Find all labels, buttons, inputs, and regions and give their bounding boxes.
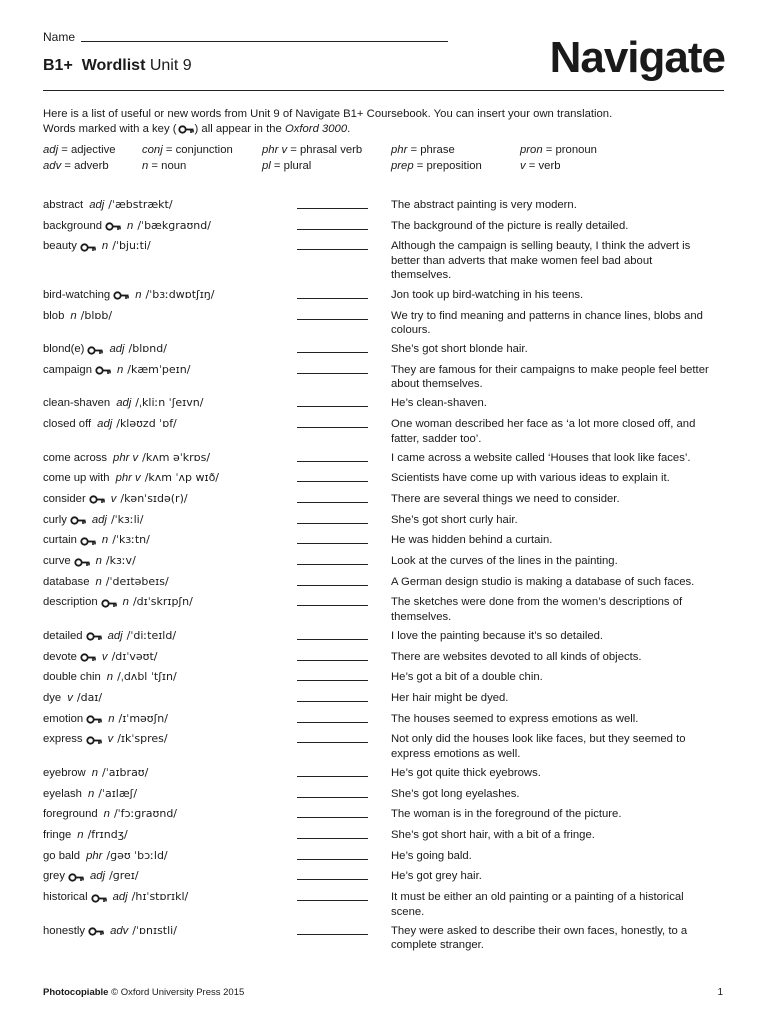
intro-line-2a: Words marked with a key ( [43, 123, 177, 135]
headword: bird-watching [43, 288, 111, 301]
headword: campaign [43, 363, 92, 376]
key-icon [86, 631, 102, 640]
word-cell [43, 342, 298, 357]
translation-blank[interactable] [297, 502, 368, 503]
level-label: B1+ [43, 57, 73, 74]
part-of-speech: adj [89, 199, 105, 211]
pronunciation: /ˈbjuːti/ [112, 239, 151, 253]
headword: closed off [43, 418, 92, 430]
word-cell [43, 828, 298, 843]
translation-blank[interactable] [297, 319, 368, 320]
translation-blank[interactable] [297, 461, 368, 462]
abbreviation: conj [142, 144, 163, 156]
translation-blank[interactable] [297, 797, 368, 798]
part-of-speech: n [103, 808, 110, 821]
word-cell [43, 766, 298, 781]
translation-blank[interactable] [297, 838, 368, 839]
translation-blank[interactable] [297, 680, 368, 681]
abbreviation-meaning: = preposition [413, 159, 482, 172]
abbreviation-meaning: = adverb [61, 159, 109, 172]
footer [43, 987, 244, 998]
abbreviation-meaning: = phrase [407, 144, 455, 156]
key-icon [80, 536, 96, 545]
translation-blank[interactable] [297, 249, 368, 250]
key-icon [88, 926, 104, 935]
translation-blank[interactable] [297, 585, 368, 586]
headword: come up with [43, 472, 110, 485]
headword: come across [43, 451, 108, 464]
pronunciation: /kləʊzd ˈɒf/ [116, 417, 177, 430]
word-cell [43, 890, 298, 905]
part-of-speech: adj [112, 891, 128, 904]
pronunciation: /ˌdʌbl ˈtʃɪn/ [117, 670, 177, 684]
translation-blank[interactable] [297, 543, 368, 544]
pronunciation: /ˈfɔːɡraʊnd/ [113, 807, 178, 821]
abbreviation: pl [262, 159, 271, 172]
example-sentence: Not only did the houses look like faces, but they seemed to express emotions as well. [391, 733, 686, 760]
headword: abstract [43, 199, 84, 211]
headword: fringe [43, 829, 72, 841]
example-sentence: She’s got long eyelashes. [391, 787, 520, 800]
word-cell [43, 198, 298, 213]
word-cell [43, 513, 298, 528]
translation-blank[interactable] [297, 879, 368, 880]
word-cell [43, 595, 298, 610]
word-cell [43, 363, 298, 378]
example-sentence: The background of the picture is really detailed. [391, 219, 629, 232]
pronunciation: /ˈkɜːli/ [110, 512, 144, 526]
abbreviation-item [262, 159, 311, 175]
translation-blank[interactable] [297, 564, 368, 565]
pronunciation: /ˈdiːteɪld/ [126, 628, 177, 642]
part-of-speech: n [95, 555, 102, 567]
part-of-speech: n [70, 309, 77, 322]
pronunciation: /blɒnd/ [128, 342, 167, 356]
abbreviation: adj [43, 144, 59, 156]
headword: honestly [43, 924, 86, 937]
example-sentence: Scientists have come up with various ideas to explain it. [391, 472, 670, 485]
example-sentence: We try to find meaning and patterns in chance lines, blobs and colours. [391, 309, 703, 337]
translation-blank[interactable] [297, 427, 368, 428]
word-cell [43, 239, 298, 254]
pronunciation: /kæmˈpeɪn/ [127, 362, 191, 376]
headword: devote [43, 650, 77, 663]
part-of-speech: n [122, 596, 129, 609]
pronunciation: /dɪˈvəʊt/ [111, 649, 158, 663]
word-cell [43, 650, 298, 665]
word-cell [43, 554, 298, 569]
headword: curly [43, 513, 67, 526]
page-number: 1 [717, 987, 723, 998]
key-icon [80, 242, 96, 251]
part-of-speech: adj [116, 397, 132, 410]
part-of-speech: n [135, 288, 142, 301]
key-icon [87, 345, 103, 354]
part-of-speech: n [106, 671, 114, 684]
part-of-speech: adj [107, 629, 123, 642]
intro-line-2b: ) all appear in the [194, 123, 285, 135]
brand-logo: Navigate [549, 33, 725, 82]
headword: double chin [43, 671, 101, 684]
translation-blank[interactable] [297, 523, 368, 524]
part-of-speech: n [101, 240, 109, 253]
key-icon [101, 598, 117, 607]
example-sentence: The abstract painting is very modern. [391, 199, 577, 211]
part-of-speech: adj [109, 343, 125, 356]
abbreviation-item [43, 143, 116, 159]
part-of-speech: v [67, 692, 73, 704]
example-sentence: The sketches were done from the women’s descriptions of themselves. [391, 596, 683, 623]
key-icon [70, 515, 86, 524]
pronunciation: /ɪkˈspres/ [117, 732, 168, 746]
example-sentence: It must be either an old painting or a painting of a historical scene. [391, 891, 684, 918]
word-cell [43, 575, 298, 590]
example-sentence: She’s got short hair, with a bit of a fringe. [391, 829, 595, 841]
example-sentence: He’s got quite thick eyebrows. [391, 766, 541, 779]
word-cell [43, 924, 298, 939]
header-rule [43, 90, 724, 91]
part-of-speech: adj [97, 418, 113, 430]
part-of-speech: adj [91, 513, 107, 526]
key-icon [91, 893, 107, 902]
pronunciation: /dɪˈskrɪpʃn/ [132, 595, 193, 609]
abbreviation-meaning: = plural [270, 159, 312, 172]
headword: beauty [43, 240, 77, 253]
abbreviation: prep [391, 159, 414, 172]
headword: emotion [43, 712, 84, 725]
abbreviation-item [391, 143, 455, 159]
part-of-speech: phr [86, 849, 103, 862]
abbreviation-meaning: = noun [148, 159, 187, 172]
key-icon [89, 494, 105, 503]
example-sentence: She’s got short curly hair. [391, 513, 518, 526]
headword: blob [43, 309, 65, 322]
pronunciation: /ˈaɪbraʊ/ [102, 765, 149, 779]
example-sentence: The woman is in the foreground of the picture. [391, 808, 622, 821]
abbreviation-meaning: = adjective [58, 144, 116, 156]
key-icon [86, 714, 102, 723]
abbreviation: phr v [262, 144, 288, 156]
example-sentence: He’s got grey hair. [391, 870, 482, 883]
headword: clean-shaven [43, 397, 111, 410]
key-icon [74, 557, 90, 566]
word-cell [43, 533, 298, 548]
translation-blank[interactable] [297, 660, 368, 661]
key-icon [68, 872, 84, 881]
word-cell [43, 417, 298, 432]
example-sentence: She’s got short blonde hair. [391, 343, 528, 356]
translation-blank[interactable] [297, 701, 368, 702]
translation-blank[interactable] [297, 639, 368, 640]
abbreviation-item [43, 159, 109, 175]
word-cell [43, 492, 298, 507]
part-of-speech: n [91, 766, 98, 779]
example-sentence: He’s clean-shaven. [391, 397, 487, 410]
example-sentence: He’s going bald. [391, 849, 472, 862]
example-sentence: I came across a website called ‘Houses that look like faces’. [391, 451, 691, 464]
translation-blank[interactable] [297, 605, 368, 606]
example-sentence: The houses seemed to express emotions as well. [391, 712, 639, 725]
page-title [43, 57, 192, 75]
headword: grey [43, 870, 65, 883]
example-sentence: He was hidden behind a curtain. [391, 534, 553, 547]
example-sentence: Her hair might be dyed. [391, 692, 509, 704]
key-icon [178, 125, 194, 134]
headword: curve [43, 555, 71, 567]
translation-blank[interactable] [297, 298, 368, 299]
word-cell [43, 629, 298, 644]
word-cell [43, 309, 298, 324]
pronunciation: /ˌkliːn ˈʃeɪvn/ [135, 396, 204, 410]
pronunciation: /ˈaɪlæʃ/ [98, 786, 138, 800]
translation-blank[interactable] [297, 406, 368, 407]
translation-blank[interactable] [297, 817, 368, 818]
example-sentence: He’s got a bit of a double chin. [391, 671, 543, 684]
translation-blank[interactable] [297, 859, 368, 860]
word-cell [43, 670, 298, 685]
abbreviation-item [142, 159, 186, 175]
pronunciation: /ɪˈməʊʃn/ [118, 711, 168, 725]
photocopiable-label: Photocopiable [43, 987, 109, 998]
pronunciation: /ˈdeɪtəbeɪs/ [105, 574, 169, 588]
part-of-speech: adj [89, 870, 106, 883]
headword: curtain [43, 534, 77, 547]
abbreviation: phr [391, 144, 408, 156]
abbreviation: pron [520, 144, 543, 156]
intro-line-1: Here is a list of useful or new words from Unit 9 of Navigate B1+ Coursebook. You can insert your own translation. [43, 108, 613, 120]
translation-blank[interactable] [297, 373, 368, 374]
translation-blank[interactable] [297, 722, 368, 723]
abbreviation-item [520, 159, 561, 175]
pronunciation: /ˈkɜːtn/ [112, 533, 150, 547]
pronunciation: /ˈæbstrækt/ [108, 198, 173, 211]
pronunciation: /ˈbɜːdwɒtʃɪŋ/ [145, 287, 215, 301]
abbreviation-meaning: = conjunction [162, 144, 233, 156]
part-of-speech: v [107, 733, 114, 746]
unit-label: Unit 9 [149, 57, 192, 74]
part-of-speech: v [101, 650, 108, 663]
abbreviation: n [142, 159, 149, 172]
abbreviation: adv [43, 159, 62, 172]
headword: consider [43, 492, 86, 505]
word-cell [43, 712, 298, 727]
abbreviation-meaning: = phrasal verb [287, 144, 363, 156]
headword: eyelash [43, 787, 82, 800]
translation-blank[interactable] [297, 776, 368, 777]
example-sentence: There are websites devoted to all kinds of objects. [391, 650, 642, 663]
headword: database [43, 575, 90, 588]
word-cell [43, 219, 298, 234]
word-cell [43, 288, 298, 303]
abbreviation-item [391, 159, 482, 175]
intro-line-2c: Oxford 3000 [284, 123, 348, 135]
word-cell [43, 471, 298, 486]
key-icon [86, 735, 102, 744]
abbreviation-item [520, 143, 597, 159]
headword: blond(e) [43, 343, 85, 356]
word-cell [43, 807, 298, 822]
pronunciation: /kɜːv/ [105, 554, 136, 567]
part-of-speech: n [77, 829, 84, 841]
example-sentence: They are famous for their campaigns to make people feel better about themselves. [391, 363, 709, 391]
wordlist-label: Wordlist [81, 57, 146, 74]
headword: go bald [43, 849, 81, 862]
abbreviation-meaning: = pronoun [542, 144, 597, 156]
word-cell [43, 869, 298, 884]
translation-blank[interactable] [297, 934, 368, 935]
example-sentence: Jon took up bird-watching in his teens. [391, 288, 584, 301]
name-label: Name [43, 30, 76, 44]
example-sentence: Although the campaign is selling beauty, I think the advert is better than adverts that make women feel bad about themselves. [391, 240, 691, 282]
example-sentence: One woman described her face as ‘a lot more closed off, and fatter, sadder too’. [391, 418, 696, 445]
name-line [81, 41, 448, 42]
abbreviation-item [142, 143, 233, 159]
key-icon [95, 365, 111, 374]
part-of-speech: n [127, 219, 134, 232]
translation-blank[interactable] [297, 900, 368, 901]
part-of-speech: n [87, 787, 95, 800]
part-of-speech: n [95, 575, 102, 588]
pronunciation: /daɪ/ [76, 691, 103, 704]
key-icon [105, 221, 121, 230]
headword: eyebrow [43, 766, 86, 779]
key-icon [80, 652, 96, 661]
example-sentence: A German design studio is making a database of such faces. [391, 575, 695, 588]
part-of-speech: n [101, 534, 109, 547]
pronunciation: /kənˈsɪdə(r)/ [120, 491, 188, 505]
translation-blank[interactable] [297, 208, 368, 209]
word-cell [43, 787, 298, 802]
key-icon [113, 290, 129, 299]
word-cell [43, 396, 298, 411]
headword: description [43, 596, 98, 609]
headword: foreground [43, 808, 98, 821]
pronunciation: /ˈbækɡraʊnd/ [137, 218, 211, 232]
translation-blank[interactable] [297, 481, 368, 482]
part-of-speech: n [108, 712, 115, 725]
part-of-speech: n [116, 363, 124, 376]
headword: detailed [43, 629, 83, 642]
part-of-speech: phr v [115, 472, 141, 485]
part-of-speech: v [110, 492, 117, 505]
translation-blank[interactable] [297, 352, 368, 353]
intro-line-2 [43, 122, 724, 137]
abbreviation: v [520, 159, 526, 172]
headword: dye [43, 692, 62, 704]
pronunciation: /kʌm ˈʌp wɪð/ [144, 471, 220, 485]
translation-blank[interactable] [297, 742, 368, 743]
word-cell [43, 451, 298, 466]
intro-line-2d: . [347, 123, 351, 135]
abbreviation-item [262, 143, 362, 159]
headword: historical [43, 891, 88, 904]
pronunciation: /frɪndʒ/ [87, 828, 128, 841]
pronunciation: /ˈɒnɪstli/ [132, 923, 177, 937]
example-sentence: I love the painting because it’s so detailed. [391, 629, 604, 642]
headword: background [43, 219, 103, 232]
pronunciation: /blɒb/ [80, 308, 113, 322]
pronunciation: /ɡəʊ ˈbɔːld/ [106, 848, 168, 862]
example-sentence: There are several things we need to consider. [391, 492, 620, 505]
word-cell [43, 691, 298, 706]
copyright-label: © Oxford University Press 2015 [111, 987, 245, 998]
example-sentence: They were asked to describe their own faces, honestly, to a complete stranger. [391, 924, 688, 952]
part-of-speech: phr v [113, 451, 139, 464]
word-cell [43, 849, 298, 864]
pronunciation: /ɡreɪ/ [109, 869, 139, 883]
example-sentence: Look at the curves of the lines in the painting. [391, 555, 618, 567]
word-cell [43, 732, 298, 747]
headword: express [43, 733, 83, 746]
intro-text [43, 107, 724, 137]
abbreviation-meaning: = verb [525, 159, 561, 172]
pronunciation: /kʌm əˈkrɒs/ [142, 450, 211, 464]
translation-blank[interactable] [297, 229, 368, 230]
part-of-speech: adv [110, 924, 129, 937]
pronunciation: /hɪˈstɒrɪkl/ [131, 890, 189, 904]
